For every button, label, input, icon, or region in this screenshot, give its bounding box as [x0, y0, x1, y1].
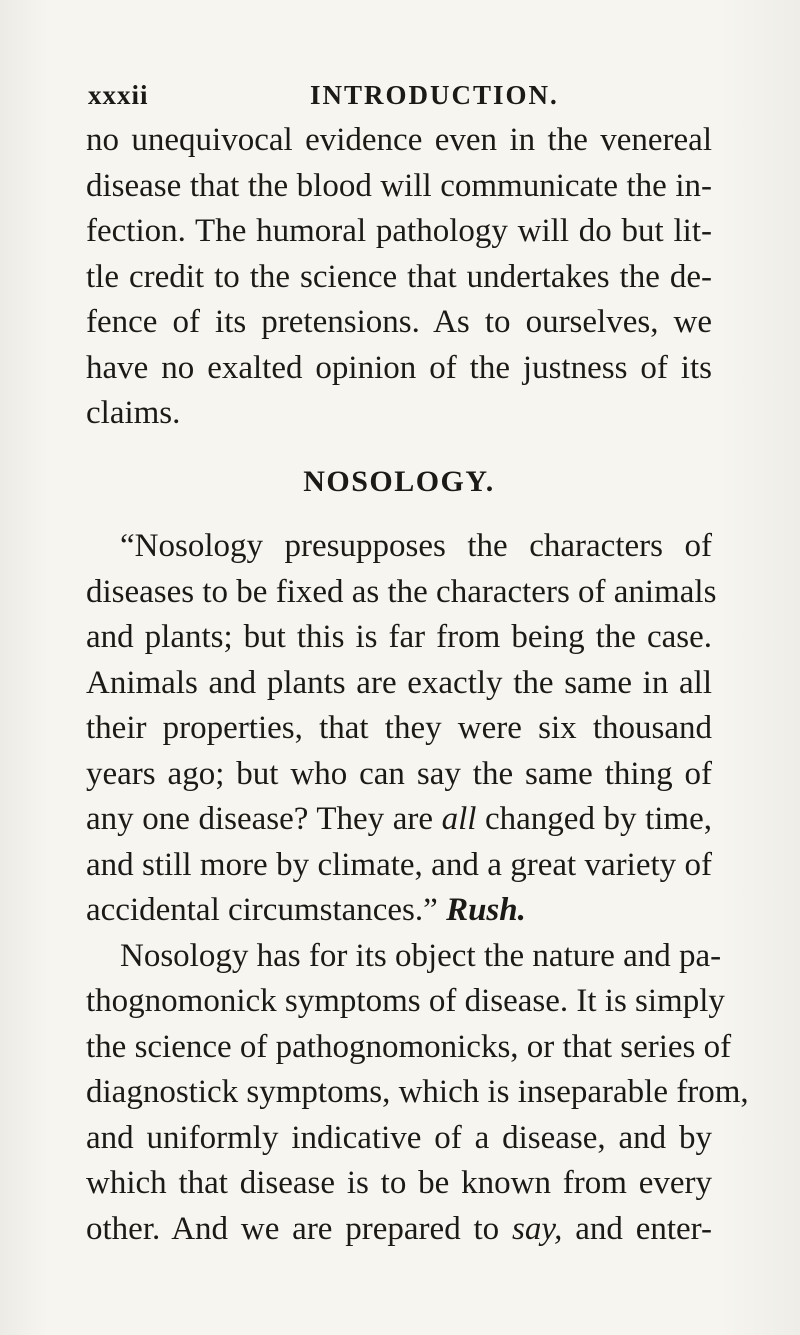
text-line: years ago; but who can say the same thing of	[86, 755, 712, 792]
text-segment: any one disease? They are	[86, 801, 442, 837]
text-line: which that disease is to be known from every	[86, 1165, 712, 1201]
text-line: the science of pathognomonicks, or that series of	[86, 1028, 732, 1065]
text-line: Nosology has for its object the nature and pa-	[120, 937, 722, 974]
text-segment: and enter-	[562, 1210, 712, 1247]
text-line: fection. The humoral pathology will do but lit-	[86, 213, 712, 249]
text-line: their properties, that they were six thousand	[86, 710, 712, 746]
text-line: “Nosology presupposes the characters of	[120, 528, 712, 564]
page-number: xxxii	[88, 80, 149, 110]
text-line: have no exalted opinion of the justness of its	[86, 349, 712, 386]
text-line: tle credit to the science that undertakes the de-	[86, 258, 712, 295]
text-segment: changed by time,	[476, 801, 712, 837]
text-line	[86, 797, 712, 843]
text-line: no unequivocal evidence even in the venereal	[86, 122, 712, 158]
paragraph-rush-quote	[86, 524, 717, 934]
emphasis: say,	[512, 1210, 563, 1247]
quote-author: Rush.	[446, 892, 526, 928]
section-heading: NOSOLOGY.	[303, 464, 495, 498]
running-head	[88, 80, 708, 120]
text-line: diagnostick symptoms, which is inseparable from,	[86, 1074, 749, 1110]
text-line: diseases to be fixed as the characters of animals	[86, 573, 717, 610]
text-segment: accidental circumstances.”	[86, 892, 447, 928]
emphasis: all	[441, 801, 477, 837]
text-segment: other. And we are prepared to	[86, 1210, 512, 1247]
text-line: disease that the blood will communicate the in-	[86, 167, 712, 204]
text-line	[86, 888, 712, 934]
text-line: Animals and plants are exactly the same in all	[86, 664, 712, 701]
text-line: and still more by climate, and a great variety of	[86, 846, 712, 883]
text-line: and plants; but this is far from being the case.	[86, 619, 712, 655]
text-line	[86, 1207, 712, 1253]
text-line: and uniformly indicative of a disease, and by	[86, 1119, 712, 1156]
paragraph-humoral-pathology	[86, 118, 712, 437]
body-text	[86, 118, 749, 1252]
text-line: claims.	[86, 395, 181, 431]
paragraph-nosology-object	[86, 934, 749, 1253]
text-line: fence of its pretensions. As to ourselves, we	[86, 304, 712, 340]
running-head-title: INTRODUCTION.	[310, 80, 559, 110]
text-line: thognomonick symptoms of disease. It is simply	[86, 983, 725, 1019]
